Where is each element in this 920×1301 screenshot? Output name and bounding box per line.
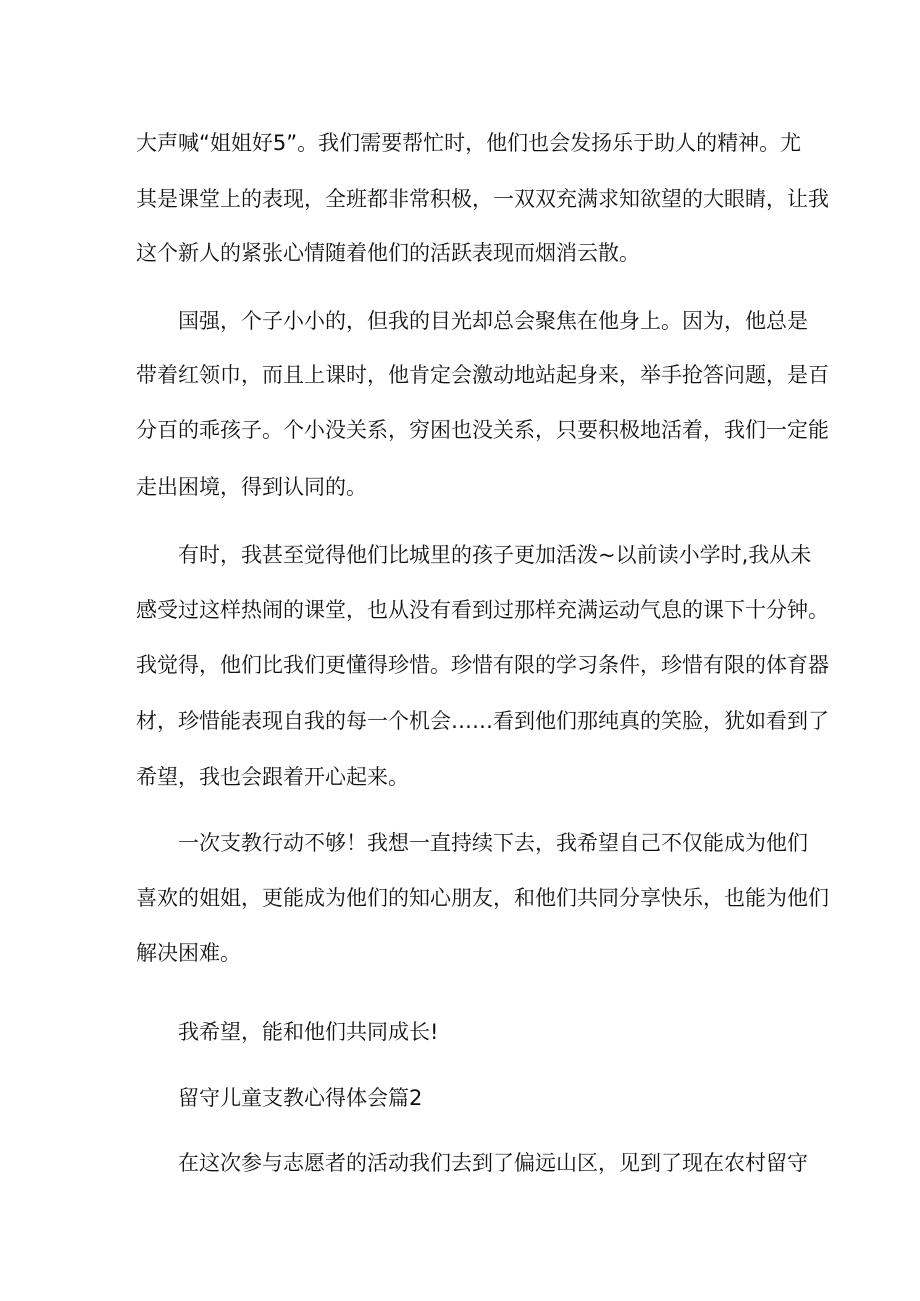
section-heading: 留守儿童支教心得体会篇2: [178, 1086, 423, 1110]
paragraph-line: 走出困境，得到认同的。: [136, 475, 367, 499]
paragraph-line: 材，珍惜能表现自我的每一个机会……看到他们那纯真的笑脸，犹如看到了: [136, 709, 829, 733]
paragraph-line: 我觉得，他们比我们更懂得珍惜。珍惜有限的学习条件，珍惜有限的体育器: [136, 653, 829, 677]
paragraph-line: 希望，我也会跟着开心起来。: [136, 765, 409, 789]
paragraph-line: 喜欢的姐姐，更能成为他们的知心朋友，和他们共同分享快乐，也能为他们: [136, 886, 829, 910]
paragraph-line: 解决困难。: [136, 941, 241, 965]
paragraph-line: 在这次参与志愿者的活动我们去到了偏远山区，见到了现在农村留守: [178, 1151, 808, 1175]
paragraph-line: 分百的乖孩子。个小没关系，穷困也没关系，只要积极地活着，我们一定能: [136, 418, 829, 442]
paragraph-line: 带着红领巾，而且上课时，他肯定会激动地站起身来，举手抢答问题，是百: [136, 363, 829, 387]
paragraph-line: 国强，个子小小的，但我的目光却总会聚焦在他身上。因为，他总是: [178, 309, 808, 333]
paragraph-line: 一次支教行动不够！我想一直持续下去，我希望自己不仅能成为他们: [178, 831, 808, 855]
paragraph-line: 大声喊“姐姐好5”。我们需要帮忙时，他们也会发扬乐于助人的精神。尤: [136, 131, 802, 155]
paragraph-line: 有时，我甚至觉得他们比城里的孩子更加活泼~以前读小学时,我从未: [178, 543, 812, 567]
paragraph-line: 这个新人的紧张心情随着他们的活跃表现而烟消云散。: [136, 241, 640, 265]
paragraph-line: 感受过这样热闹的课堂，也从没有看到过那样充满运动气息的课下十分钟。: [136, 598, 829, 622]
paragraph-line: 其是课堂上的表现，全班都非常积极，一双双充满求知欲望的大眼睛，让我: [136, 187, 829, 211]
paragraph-line: 我希望，能和他们共同成长!: [178, 1020, 439, 1044]
